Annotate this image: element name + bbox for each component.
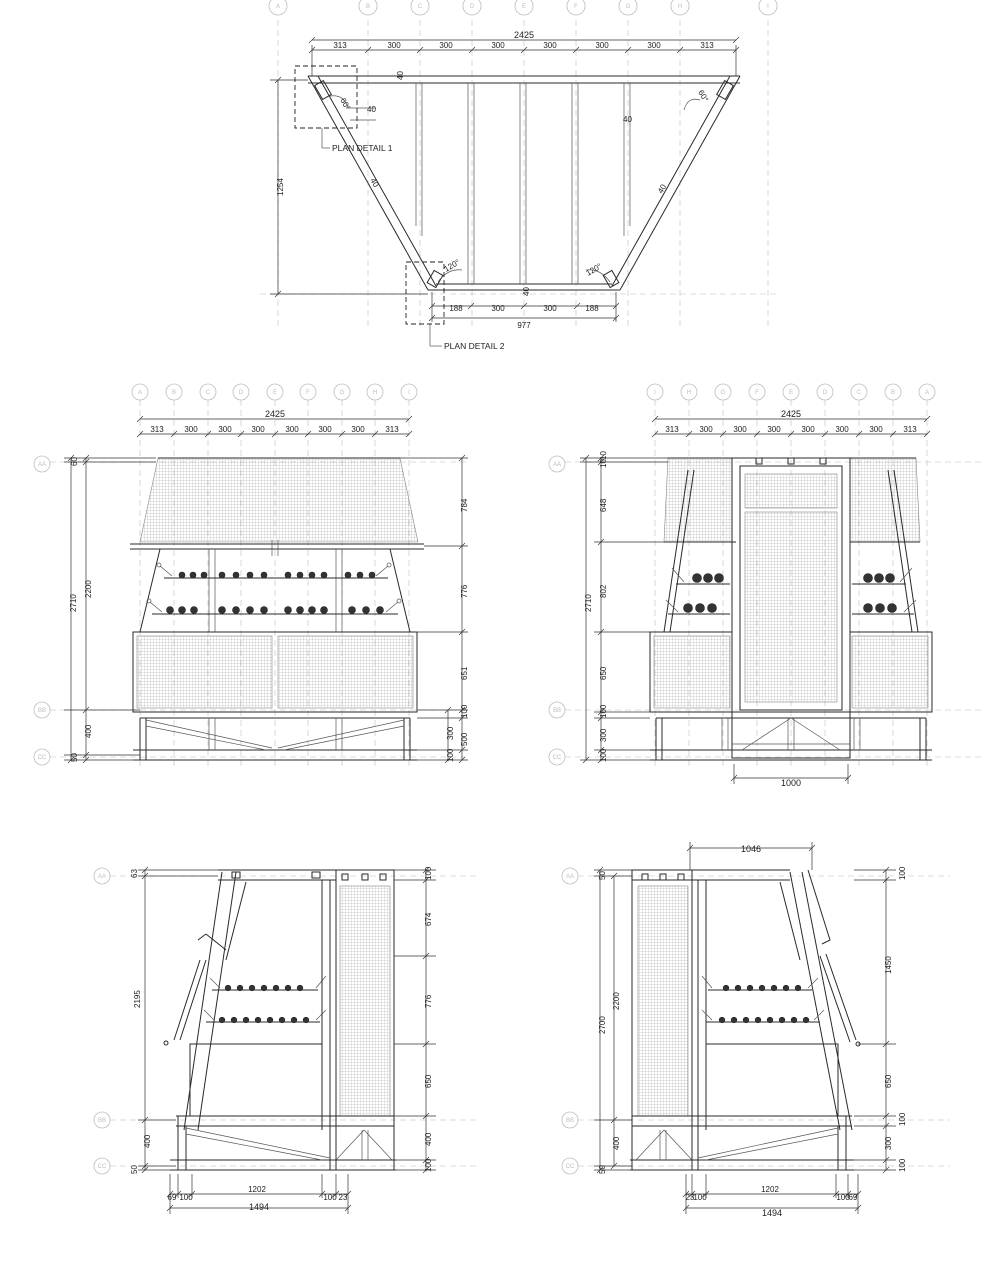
plan-bubble	[463, 0, 481, 15]
svg-text:100: 100	[836, 1193, 850, 1202]
svg-text:300: 300	[767, 425, 781, 434]
svg-text:50: 50	[598, 1165, 607, 1174]
rear-left-dimensions	[580, 451, 668, 763]
plan-bubble	[411, 0, 429, 15]
svg-text:1254: 1254	[276, 178, 285, 196]
side-right-overall-depth: 1494	[761, 1208, 783, 1218]
plan-top-seg: 313	[333, 41, 347, 50]
svg-text:313: 313	[665, 425, 679, 434]
svg-text:60°: 60°	[696, 88, 711, 104]
svg-text:400: 400	[143, 1134, 152, 1148]
rear-bubble	[783, 384, 799, 400]
plan-overall-width: 2425	[513, 30, 535, 40]
svg-text:776: 776	[424, 994, 433, 1008]
rear-bubble	[549, 702, 565, 718]
plan-bottom-overall: 977	[517, 321, 531, 330]
svg-text:1202: 1202	[761, 1185, 779, 1194]
svg-text:400: 400	[424, 1132, 433, 1146]
svg-text:2200: 2200	[84, 580, 93, 598]
svg-text:648: 648	[599, 498, 608, 512]
svg-text:784: 784	[460, 498, 469, 512]
rear-bubble	[919, 384, 935, 400]
front-bubble	[34, 749, 50, 765]
svg-text:313: 313	[903, 425, 917, 434]
svg-text:651: 651	[460, 666, 469, 680]
plan-top-seg: 313	[700, 41, 714, 50]
svg-text:300: 300	[835, 425, 849, 434]
svg-text:100: 100	[599, 748, 608, 762]
svg-text:G: G	[339, 390, 345, 396]
svg-text:C: C	[856, 390, 862, 396]
svg-text:D: D	[822, 390, 828, 396]
rear-bubble	[681, 384, 697, 400]
svg-text:60: 60	[70, 457, 79, 466]
side-left-grid	[94, 868, 480, 1174]
plan-bubble	[619, 0, 637, 15]
svg-text:674: 674	[424, 912, 433, 926]
svg-text:2710: 2710	[69, 594, 78, 612]
side-right-bottom-dimensions	[683, 1174, 861, 1218]
svg-text:100: 100	[460, 704, 469, 718]
svg-text:CC: CC	[37, 755, 47, 761]
front-overall-width: 2425	[264, 409, 286, 419]
plan-depth-dimension	[270, 77, 428, 297]
front-top-dimensions	[137, 409, 412, 437]
svg-text:300: 300	[318, 425, 332, 434]
svg-text:AA: AA	[552, 462, 562, 468]
svg-text:100: 100	[599, 704, 608, 718]
rear-bottom-dimension	[731, 764, 851, 788]
svg-text:100: 100	[424, 866, 433, 880]
svg-text:BB: BB	[97, 1118, 107, 1124]
plan-top-seg: 300	[439, 41, 453, 50]
side-left-plant-pots	[219, 985, 309, 1023]
svg-text:I: I	[767, 4, 769, 10]
svg-text:2195: 2195	[133, 990, 142, 1008]
svg-text:H: H	[686, 390, 692, 396]
plan-bottom-seg: 300	[543, 304, 557, 313]
svg-text:100: 100	[898, 866, 907, 880]
front-bubble	[34, 702, 50, 718]
svg-text:50: 50	[598, 871, 607, 880]
side-left-bubble	[94, 1112, 110, 1128]
rear-bubble	[647, 384, 663, 400]
svg-text:300: 300	[699, 425, 713, 434]
plan-bottom-seg: 188	[585, 304, 599, 313]
svg-text:23: 23	[338, 1193, 348, 1202]
plan-bubble	[567, 0, 585, 15]
svg-text:C: C	[205, 390, 211, 396]
plan-top-seg: 300	[491, 41, 505, 50]
svg-text:300: 300	[351, 425, 365, 434]
svg-text:40: 40	[396, 71, 405, 80]
svg-text:CC: CC	[565, 1164, 575, 1170]
svg-text:B: B	[171, 390, 177, 396]
svg-text:E: E	[272, 390, 278, 396]
svg-text:BB: BB	[37, 708, 47, 714]
front-bubble	[200, 384, 216, 400]
svg-text:100: 100	[693, 1193, 707, 1202]
side-right-bubble	[562, 1158, 578, 1174]
svg-text:G: G	[720, 390, 726, 396]
rear-bubble	[885, 384, 901, 400]
svg-text:69: 69	[167, 1193, 177, 1202]
side-left-right-dimensions	[394, 866, 436, 1173]
front-right-dimensions	[400, 455, 469, 763]
svg-text:120°: 120°	[584, 261, 604, 278]
svg-text:40: 40	[655, 182, 669, 195]
plan-detail-1-label: PLAN DETAIL 1	[332, 143, 393, 153]
front-bubble	[401, 384, 417, 400]
svg-text:H: H	[677, 4, 683, 10]
svg-text:C: C	[417, 4, 423, 10]
svg-text:F: F	[306, 390, 310, 396]
front-bubble	[334, 384, 350, 400]
svg-text:40: 40	[623, 115, 632, 124]
svg-text:BB: BB	[565, 1118, 575, 1124]
svg-text:40: 40	[368, 176, 381, 189]
svg-text:F: F	[574, 4, 578, 10]
svg-text:23: 23	[685, 1193, 695, 1202]
plan-bubble	[515, 0, 533, 15]
side-right-right-dimensions	[854, 866, 907, 1173]
svg-text:300: 300	[733, 425, 747, 434]
plan-bubble	[269, 0, 287, 15]
svg-text:100: 100	[898, 1112, 907, 1126]
side-right-plant-pots	[719, 985, 809, 1023]
side-right-top-dimension	[687, 842, 815, 870]
side-right-left-dimensions	[594, 867, 632, 1174]
svg-text:300: 300	[869, 425, 883, 434]
plan-bubble	[359, 0, 377, 15]
front-bubble	[233, 384, 249, 400]
svg-text:50: 50	[70, 753, 79, 762]
svg-text:I: I	[654, 390, 656, 396]
svg-text:CC: CC	[97, 1164, 107, 1170]
svg-text:10: 10	[599, 459, 608, 468]
rear-bubble	[549, 456, 565, 472]
svg-text:E: E	[788, 390, 794, 396]
plan-top-seg: 300	[543, 41, 557, 50]
svg-text:100: 100	[424, 1158, 433, 1172]
plan-bottom-seg: 300	[491, 304, 505, 313]
svg-text:300: 300	[446, 726, 455, 740]
svg-text:100: 100	[898, 1158, 907, 1172]
svg-text:AA: AA	[97, 874, 107, 880]
side-left-overall-depth: 1494	[248, 1202, 270, 1212]
side-left-bubble	[94, 1158, 110, 1174]
svg-text:40: 40	[522, 287, 531, 296]
front-bubble	[34, 456, 50, 472]
front-bubble	[166, 384, 182, 400]
svg-text:60°: 60°	[338, 96, 353, 112]
svg-text:69: 69	[848, 1193, 858, 1202]
svg-text:10: 10	[599, 451, 608, 460]
svg-text:AA: AA	[37, 462, 47, 468]
svg-text:H: H	[372, 390, 378, 396]
svg-text:D: D	[469, 4, 475, 10]
front-left-dimensions	[64, 455, 156, 763]
svg-text:100: 100	[323, 1193, 337, 1202]
svg-text:650: 650	[884, 1074, 893, 1088]
svg-text:B: B	[890, 390, 896, 396]
svg-text:300: 300	[251, 425, 265, 434]
plan-top-seg: 300	[647, 41, 661, 50]
plan-detail-2-label: PLAN DETAIL 2	[444, 341, 505, 351]
rear-bubble	[851, 384, 867, 400]
front-elevation	[34, 384, 470, 770]
rear-bottom-width: 1000	[780, 778, 802, 788]
svg-text:CC: CC	[552, 755, 562, 761]
svg-text:802: 802	[599, 584, 608, 598]
svg-text:A: A	[137, 390, 143, 396]
side-right-top-width: 1046	[740, 844, 762, 854]
svg-text:120°: 120°	[442, 257, 462, 274]
front-bubble	[367, 384, 383, 400]
svg-text:2700: 2700	[598, 1016, 607, 1034]
front-bubble	[300, 384, 316, 400]
svg-text:50: 50	[130, 1165, 139, 1174]
side-elevation-left	[94, 866, 480, 1214]
front-bubble	[267, 384, 283, 400]
svg-text:313: 313	[385, 425, 399, 434]
svg-text:300: 300	[599, 728, 608, 742]
svg-text:D: D	[238, 390, 244, 396]
svg-text:300: 300	[285, 425, 299, 434]
plan-bubble	[759, 0, 777, 15]
side-right-bubble	[562, 868, 578, 884]
svg-text:A: A	[275, 4, 281, 10]
svg-text:63: 63	[130, 869, 139, 878]
svg-text:300: 300	[884, 1136, 893, 1150]
side-left-bottom-dimensions	[167, 1174, 351, 1214]
front-bubble	[132, 384, 148, 400]
rear-bubble	[715, 384, 731, 400]
svg-text:300: 300	[184, 425, 198, 434]
svg-text:313: 313	[150, 425, 164, 434]
svg-text:400: 400	[84, 724, 93, 738]
rear-overall-width: 2425	[780, 409, 802, 419]
svg-text:1450: 1450	[884, 956, 893, 974]
svg-text:A: A	[924, 390, 930, 396]
svg-text:1202: 1202	[248, 1185, 266, 1194]
side-left-bubble	[94, 868, 110, 884]
svg-text:AA: AA	[565, 874, 575, 880]
svg-text:F: F	[755, 390, 759, 396]
svg-text:B: B	[365, 4, 371, 10]
svg-text:776: 776	[460, 584, 469, 598]
plan-view	[260, 0, 780, 351]
rear-elevation	[549, 384, 985, 788]
side-right-bubble	[562, 1112, 578, 1128]
plan-bubble	[671, 0, 689, 15]
svg-text:E: E	[521, 4, 527, 10]
svg-text:300: 300	[801, 425, 815, 434]
svg-text:100: 100	[446, 748, 455, 762]
svg-text:2200: 2200	[612, 992, 621, 1010]
svg-text:BB: BB	[552, 708, 562, 714]
plan-top-seg: 300	[387, 41, 401, 50]
side-elevation-right	[562, 842, 950, 1218]
rear-bubble	[549, 749, 565, 765]
plan-bottom-seg: 188	[449, 304, 463, 313]
svg-text:400: 400	[612, 1136, 621, 1150]
rear-bubble	[817, 384, 833, 400]
svg-text:40: 40	[367, 105, 376, 114]
plan-top-seg: 300	[595, 41, 609, 50]
svg-text:650: 650	[424, 1074, 433, 1088]
rear-bubble	[749, 384, 765, 400]
side-left-left-dimensions	[130, 867, 218, 1174]
svg-text:I: I	[408, 390, 410, 396]
svg-text:G: G	[625, 4, 631, 10]
svg-text:650: 650	[599, 666, 608, 680]
svg-text:2710: 2710	[584, 594, 593, 612]
svg-text:300: 300	[218, 425, 232, 434]
svg-text:500: 500	[460, 732, 469, 746]
svg-text:100: 100	[179, 1193, 193, 1202]
